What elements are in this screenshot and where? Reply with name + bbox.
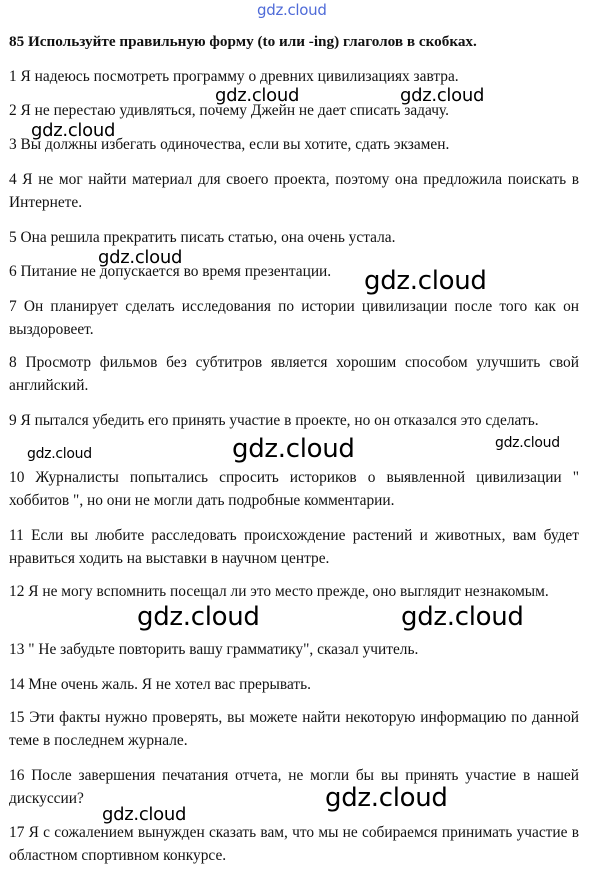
watermark: gdz.cloud: [31, 120, 116, 141]
watermark: gdz.cloud: [325, 783, 448, 813]
sentence-16: 16 После завершения печатания отчета, не могли бы вы принять участие в нашей дискуссии?: [9, 767, 579, 807]
watermark: gdz.cloud: [495, 435, 560, 451]
exercise-heading: 85 Используйте правильную форму (to или -ing) глаголов в скобках.: [9, 33, 477, 50]
sentence-1: 1 Я надеюсь посмотреть программу о древних цивилизациях завтра.: [9, 68, 459, 85]
watermark: gdz.cloud: [364, 266, 487, 296]
watermark: gdz.cloud: [257, 1, 327, 19]
watermark: gdz.cloud: [400, 85, 485, 106]
sentence-2: 2 Я не перестаю удивляться, почему Джейн не дает списать задачу.: [9, 102, 449, 119]
watermark: gdz.cloud: [102, 804, 187, 825]
sentence-8: 8 Просмотр фильмов без субтитров является хорошим способом улучшить свой английский.: [9, 354, 579, 394]
sentence-17: 17 Я с сожалением вынужден сказать вам, что мы не собираемся принимать участие в областном спортивном конкурсе.: [9, 824, 579, 864]
watermark: gdz.cloud: [27, 446, 92, 462]
sentence-10: 10 Журналисты попытались спросить историков о выявленной цивилизации " хоббитов ", но они не могли дать подробные комментарии.: [9, 469, 579, 509]
sentence-9: 9 Я пытался убедить его принять участие в проекте, но он отказался это сделать.: [9, 412, 539, 429]
watermark: gdz.cloud: [137, 602, 260, 632]
sentence-12: 12 Я не могу вспомнить посещал ли это место прежде, оно выглядит незнакомым.: [9, 583, 549, 600]
sentence-15: 15 Эти факты нужно проверять, вы можете найти некоторую информацию по данной теме в последнем журнале.: [9, 709, 579, 749]
watermark: gdz.cloud: [215, 85, 300, 106]
sentence-7: 7 Он планирует сделать исследования по истории цивилизации после того как он выздоровеет.: [9, 298, 579, 338]
sentence-5: 5 Она решила прекратить писать статью, она очень устала.: [9, 229, 396, 246]
sentence-3: 3 Вы должны избегать одиночества, если вы хотите, сдать экзамен.: [9, 136, 450, 153]
sentence-6: 6 Питание не допускается во время презентации.: [9, 263, 332, 280]
watermark: gdz.cloud: [401, 602, 524, 632]
sentence-13: 13 " Не забудьте повторить вашу грамматику", сказал учитель.: [9, 641, 419, 658]
sentence-4: 4 Я не мог найти материал для своего проекта, поэтому она предложила поискать в Интернете.: [9, 171, 579, 211]
watermark: gdz.cloud: [98, 247, 183, 268]
watermark: gdz.cloud: [232, 434, 355, 464]
sentence-14: 14 Мне очень жаль. Я не хотел вас прерывать.: [9, 676, 311, 693]
sentence-11: 11 Если вы любите расследовать происхождение растений и животных, вам будет нравиться ходить на выставки в научном центре.: [9, 527, 579, 567]
